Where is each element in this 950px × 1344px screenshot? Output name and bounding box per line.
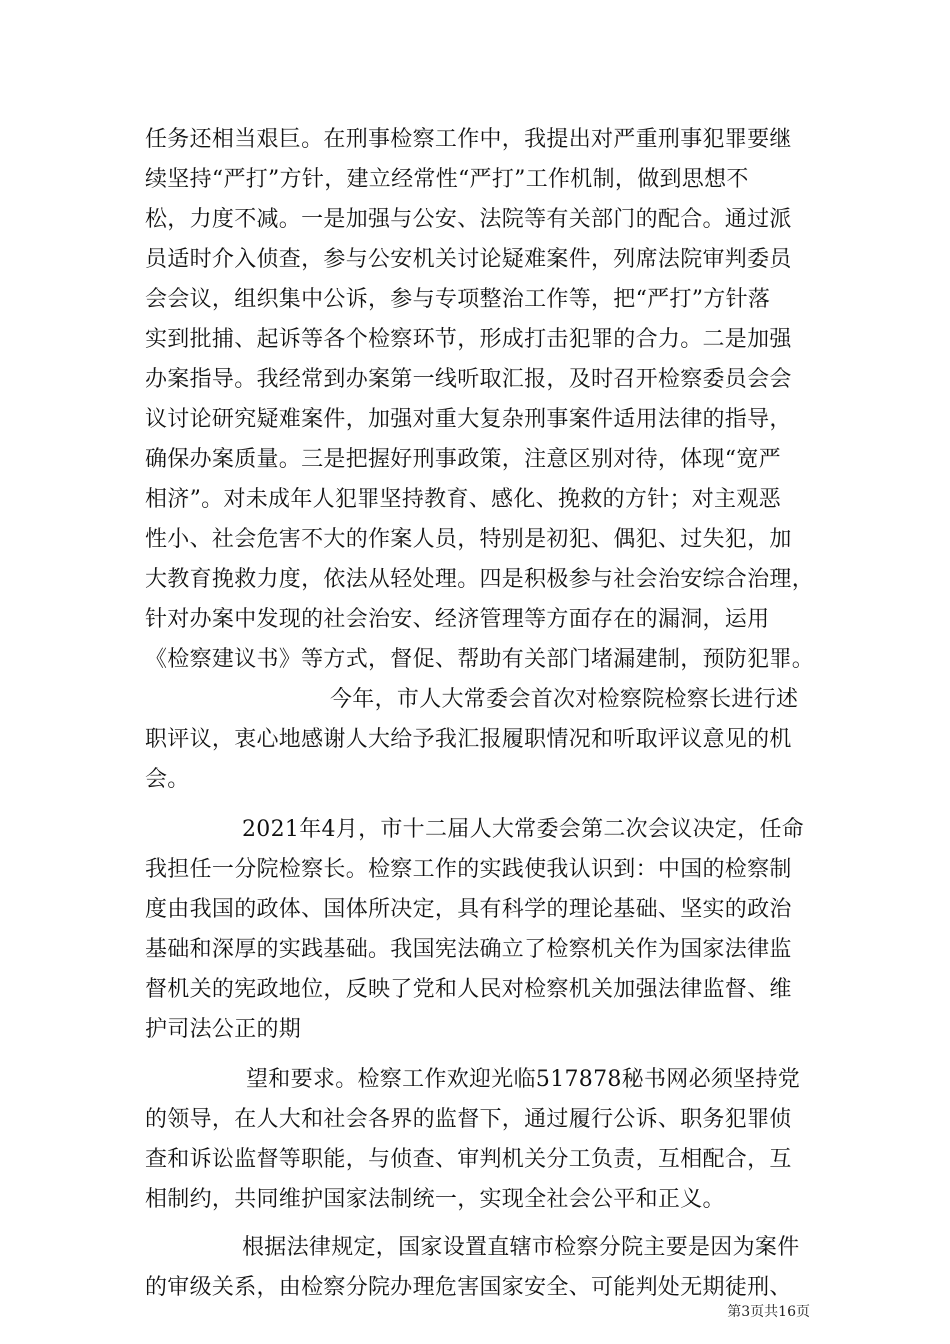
body-text-line: 相制约，共同维护国家法制统一，实现全社会公平和正义。 xyxy=(145,1187,725,1212)
body-text-line: 办案指导。我经常到办案第一线听取汇报，及时召开检察委员会会 xyxy=(145,367,792,392)
body-text-line: 查和诉讼监督等职能，与侦查、审判机关分工负责，互相配合，互 xyxy=(145,1147,792,1172)
body-text-line: 我担任一分院检察长。检察工作的实践使我认识到：中国的检察制 xyxy=(145,857,792,882)
body-text-line: 任务还相当艰巨。在刑事检察工作中，我提出对严重刑事犯罪要继 xyxy=(145,127,792,152)
body-text-line: 相济”。对未成年人犯罪坚持教育、感化、挽救的方针；对主观恶 xyxy=(145,487,781,512)
body-text-line: 的领导，在人大和社会各界的监督下，通过履行公诉、职务犯罪侦 xyxy=(145,1107,792,1132)
page-number-footer: 第3页共16页 xyxy=(727,1304,810,1320)
body-text-line: 确保办案质量。三是把握好刑事政策，注意区别对待，体现“宽严 xyxy=(145,447,781,472)
body-text-line: 针对办案中发现的社会治安、经济管理等方面存在的漏洞，运用 xyxy=(145,607,770,632)
body-text-line: 续坚持“严打”方针，建立经常性“严打”工作机制，做到思想不 xyxy=(145,167,749,192)
paragraph-start-line: 今年，市人大常委会首次对检察院检察长进行述 xyxy=(330,687,799,712)
body-text-line: 实到批捕、起诉等各个检察环节，形成打击犯罪的合力。二是加强 xyxy=(145,327,792,352)
body-text-line: 性小、社会危害不大的作案人员，特别是初犯、偶犯、过失犯，加 xyxy=(145,527,792,552)
body-text-line: 会。 xyxy=(145,767,190,792)
body-text-line: 大教育挽救力度，依法从轻处理。四是积极参与社会治安综合治理， xyxy=(145,567,815,592)
body-text-line: 督机关的宪政地位，反映了党和人民对检察机关加强法律监督、维 xyxy=(145,977,792,1002)
body-text-line: 议讨论研究疑难案件，加强对重大复杂刑事案件适用法律的指导， xyxy=(145,407,792,432)
body-text-line: 松，力度不减。一是加强与公安、法院等有关部门的配合。通过派 xyxy=(145,207,792,232)
body-text-line: 会会议，组织集中公诉，参与专项整治工作等，把“严打”方针落 xyxy=(145,287,771,312)
body-text-line: 度由我国的政体、国体所决定，具有科学的理论基础、坚实的政治 xyxy=(145,897,792,922)
body-text-line: 护司法公正的期 xyxy=(145,1017,302,1042)
body-text-line: 员适时介入侦查，参与公安机关讨论疑难案件，列席法院审判委员 xyxy=(145,247,792,272)
body-text-line: 基础和深厚的实践基础。我国宪法确立了检察机关作为国家法律监 xyxy=(145,937,792,962)
body-text-line: 《检察建议书》等方式，督促、帮助有关部门堵漏建制，预防犯罪。 xyxy=(145,647,815,672)
body-text-line: 职评议，衷心地感谢人大给予我汇报履职情况和听取评议意见的机 xyxy=(145,727,792,752)
paragraph-start-line: 2021年4月，市十二届人大常委会第二次会议决定，任命 xyxy=(242,817,805,842)
body-text-line: 的审级关系，由检察分院办理危害国家安全、可能判处无期徒刑、 xyxy=(145,1275,792,1300)
paragraph-start-line: 根据法律规定，国家设置直辖市检察分院主要是因为案件 xyxy=(242,1235,800,1260)
paragraph-start-line: 望和要求。检察工作欢迎光临517878秘书网必须坚持党 xyxy=(246,1067,801,1092)
